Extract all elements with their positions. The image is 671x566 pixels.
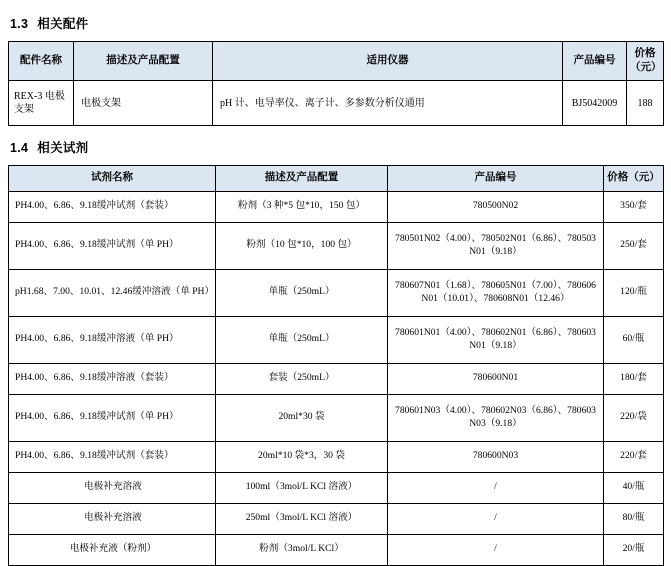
cell-reagent-desc: 20ml*10 袋*3，30 袋 xyxy=(216,441,388,472)
table-row xyxy=(9,394,664,441)
section-heading-parts xyxy=(10,14,663,32)
col-header-part-code: 产品编号 xyxy=(563,42,627,81)
cell-part-name: REX-3 电极支架 xyxy=(9,81,74,126)
cell-reagent-desc: 粉剂（3mol/L KCl） xyxy=(216,534,388,565)
col-header-part-price-line2: （元） xyxy=(630,62,662,74)
cell-part-price: 188 xyxy=(627,81,664,126)
parts-table xyxy=(8,41,664,126)
cell-part-code: BJ5042009 xyxy=(563,81,627,126)
cell-reagent-code: 780501N02（4.00）、780502N01（6.86）、780503N01（9.18） xyxy=(388,222,604,269)
cell-reagent-price: 180/套 xyxy=(604,363,664,394)
cell-reagent-name: PH4.00、6.86、9.18缓冲溶液（套装） xyxy=(9,363,216,394)
table-row xyxy=(9,363,664,394)
cell-reagent-name: PH4.00、6.86、9.18缓冲试剂（单 PH） xyxy=(9,222,216,269)
cell-reagent-desc: 套装（250mL） xyxy=(216,363,388,394)
cell-reagent-code: 780600N01 xyxy=(388,363,604,394)
table-row xyxy=(9,81,664,126)
reagents-table-body xyxy=(9,191,664,565)
col-header-reagent-desc: 描述及产品配置 xyxy=(216,166,388,191)
cell-reagent-code: / xyxy=(388,503,604,534)
cell-reagent-code: 780601N01（4.00）、780602N01（6.86）、780603N01（9.18） xyxy=(388,316,604,363)
col-header-instrument: 适用仪器 xyxy=(213,42,563,81)
cell-reagent-desc: 100ml（3mol/L KCl 溶液） xyxy=(216,472,388,503)
table-row xyxy=(9,269,664,316)
section-title-parts: 相关配件 xyxy=(37,17,89,31)
section-number-parts: 1.3 xyxy=(10,17,29,31)
cell-reagent-price: 20/瓶 xyxy=(604,534,664,565)
spacer xyxy=(8,126,663,132)
col-header-reagent-name: 试剂名称 xyxy=(9,166,216,191)
cell-reagent-desc: 单瓶（250mL） xyxy=(216,316,388,363)
table-row xyxy=(9,222,664,269)
cell-reagent-price: 250/套 xyxy=(604,222,664,269)
col-header-part-name: 配件名称 xyxy=(9,42,74,81)
cell-reagent-name: PH4.00、6.86、9.18缓冲试剂（单 PH） xyxy=(9,394,216,441)
cell-reagent-name: 电极补充液（粉剂） xyxy=(9,534,216,565)
cell-reagent-name: 电极补充溶液 xyxy=(9,503,216,534)
cell-reagent-desc: 粉剂（10 包*10，100 包） xyxy=(216,222,388,269)
cell-reagent-price: 220/袋 xyxy=(604,394,664,441)
table-header-row xyxy=(9,166,664,191)
table-row xyxy=(9,441,664,472)
table-row xyxy=(9,503,664,534)
section-number-reagents: 1.4 xyxy=(10,141,29,156)
cell-reagent-price: 40/瓶 xyxy=(604,472,664,503)
parts-table-head xyxy=(9,42,664,81)
table-row xyxy=(9,191,664,222)
section-title-reagents: 相关试剂 xyxy=(37,141,89,156)
cell-reagent-code: / xyxy=(388,472,604,503)
col-header-part-price xyxy=(627,42,664,81)
col-header-part-price-line1: 价格 xyxy=(634,48,656,59)
cell-reagent-name: PH4.00、6.86、9.18缓冲溶液（单 PH） xyxy=(9,316,216,363)
cell-part-instrument: pH 计、电导率仪、离子计、多参数分析仪通用 xyxy=(213,81,563,126)
cell-reagent-desc: 单瓶（250mL） xyxy=(216,269,388,316)
cell-reagent-name: pH1.68、7.00、10.01、12.46缓冲溶液（单 PH） xyxy=(9,269,216,316)
col-header-reagent-code: 产品编号 xyxy=(388,166,604,191)
cell-reagent-price: 350/套 xyxy=(604,191,664,222)
cell-reagent-price: 120/瓶 xyxy=(604,269,664,316)
section-heading-reagents xyxy=(10,138,663,156)
cell-reagent-name: 电极补充溶液 xyxy=(9,472,216,503)
table-row xyxy=(9,316,664,363)
col-header-reagent-price: 价格（元） xyxy=(604,166,664,191)
cell-part-desc: 电极支架 xyxy=(74,81,213,126)
cell-reagent-code: 780500N02 xyxy=(388,191,604,222)
cell-reagent-code: / xyxy=(388,534,604,565)
cell-reagent-price: 80/瓶 xyxy=(604,503,664,534)
cell-reagent-desc: 250ml（3mol/L KCl 溶液） xyxy=(216,503,388,534)
cell-reagent-price: 220/套 xyxy=(604,441,664,472)
col-header-part-desc: 描述及产品配置 xyxy=(74,42,213,81)
cell-reagent-desc: 20ml*30 袋 xyxy=(216,394,388,441)
table-row xyxy=(9,534,664,565)
reagents-table xyxy=(8,165,664,565)
cell-reagent-name: PH4.00、6.86、9.18缓冲试剂（套装） xyxy=(9,191,216,222)
cell-reagent-price: 60/瓶 xyxy=(604,316,664,363)
reagents-table-head xyxy=(9,166,664,191)
cell-reagent-code: 780601N03（4.00）、780602N03（6.86）、780603N03（9.18） xyxy=(388,394,604,441)
cell-reagent-name: PH4.00、6.86、9.18缓冲试剂（套装） xyxy=(9,441,216,472)
parts-table-body xyxy=(9,81,664,126)
cell-reagent-code: 780607N01（1.68）、780605N01（7.00）、780606N01（10.01）、780608N01（12.46） xyxy=(388,269,604,316)
cell-reagent-desc: 粉剂（3 种*5 包*10，150 包） xyxy=(216,191,388,222)
table-header-row xyxy=(9,42,664,81)
table-row xyxy=(9,472,664,503)
cell-reagent-code: 780600N03 xyxy=(388,441,604,472)
